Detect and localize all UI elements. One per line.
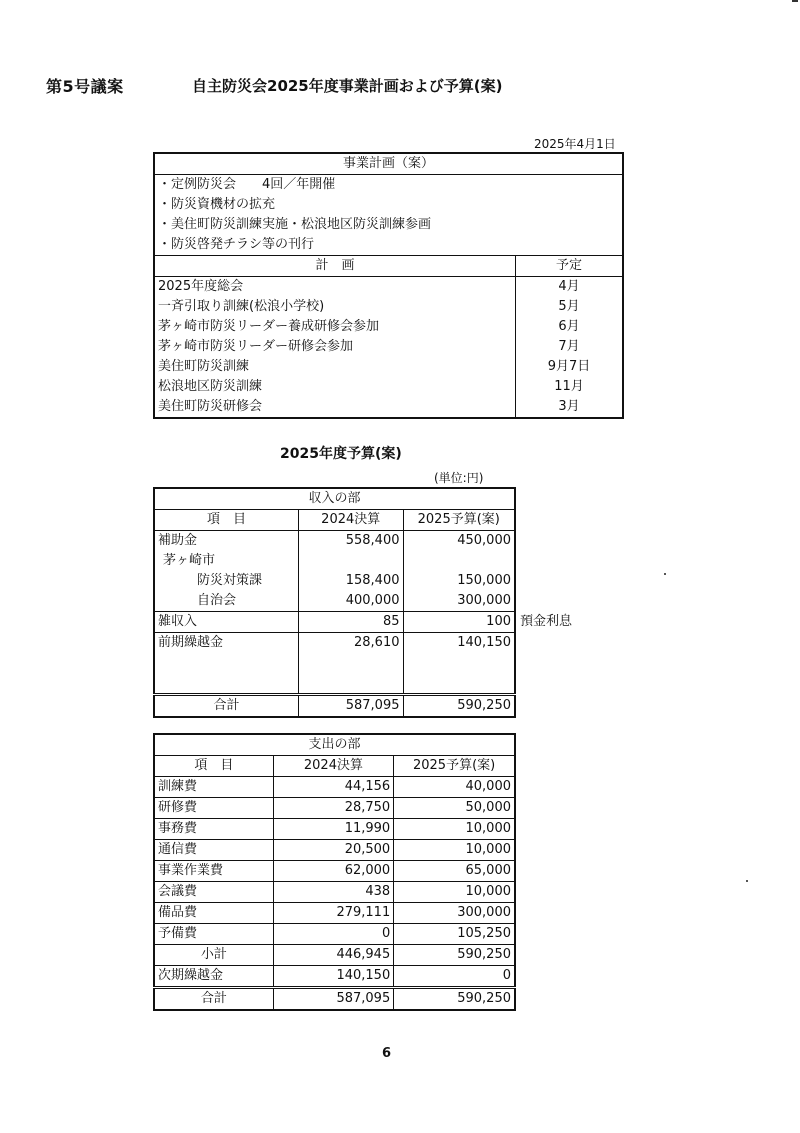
expense-row <box>154 777 515 798</box>
value-2024: 438 <box>273 882 394 903</box>
value-2025: 300,000 <box>403 591 515 612</box>
value-2024: 20,500 <box>273 840 394 861</box>
row-label: 次期繰越金 <box>154 966 273 988</box>
value-2025: 150,000 <box>403 571 515 591</box>
value-2025: 450,000 <box>403 531 515 552</box>
expense-caption: 支出の部 <box>154 734 515 756</box>
expense-table <box>153 733 516 1011</box>
expense-row <box>154 840 515 861</box>
income-blank-row <box>154 673 515 695</box>
schedule-name: 美住町防災訓練 <box>154 357 516 377</box>
col-2025-header: 2025予算(案) <box>403 510 515 531</box>
plan-item <box>154 215 623 235</box>
document-date: 2025年4月1日 <box>534 137 616 151</box>
row-label: 茅ヶ崎市 <box>154 551 298 571</box>
schedule-name: 松浪地区防災訓練 <box>154 377 516 397</box>
row-label: 防災対策課 <box>154 571 298 591</box>
income-blank-row <box>154 653 515 673</box>
row-label: 通信費 <box>154 840 273 861</box>
income-row <box>154 633 515 654</box>
expense-subtotal-row <box>154 945 515 966</box>
schedule-row <box>154 357 623 377</box>
scan-dot <box>664 573 666 575</box>
schedule-when: 4月 <box>516 277 624 298</box>
expense-row <box>154 924 515 945</box>
schedule-name: 美住町防災研修会 <box>154 397 516 418</box>
expense-row <box>154 819 515 840</box>
value-2024: 0 <box>273 924 394 945</box>
value-2025: 0 <box>394 966 515 988</box>
row-label: 研修費 <box>154 798 273 819</box>
income-caption-row <box>154 488 515 510</box>
expense-total-row <box>154 988 515 1011</box>
schedule-row <box>154 277 623 298</box>
plan-item-text: ・美住町防災訓練実施・松浪地区防災訓練参画 <box>154 215 623 235</box>
schedule-row <box>154 377 623 397</box>
value-2025: 105,250 <box>394 924 515 945</box>
col-item-header: 項 目 <box>154 756 273 777</box>
scan-mark <box>792 0 798 2</box>
schedule-when: 3月 <box>516 397 624 418</box>
value-2025: 10,000 <box>394 882 515 903</box>
value-2024: 279,111 <box>273 903 394 924</box>
value-2025: 590,250 <box>394 988 515 1011</box>
value-2024: 28,610 <box>298 633 403 654</box>
row-label: 小計 <box>154 945 273 966</box>
plan-item <box>154 235 623 256</box>
value-2024: 44,156 <box>273 777 394 798</box>
col-schedule-header: 予定 <box>516 256 624 277</box>
plan-item-text: ・防災資機材の拡充 <box>154 195 623 215</box>
unit-label: (単位:円) <box>434 471 484 485</box>
plan-item-text: ・防災啓発チラシ等の刊行 <box>154 235 623 256</box>
value-2025: 300,000 <box>394 903 515 924</box>
value-2025: 590,250 <box>403 695 515 718</box>
value-2024: 140,150 <box>273 966 394 988</box>
value-2024: 62,000 <box>273 861 394 882</box>
schedule-name: 一斉引取り訓練(松浪小学校) <box>154 297 516 317</box>
value-2024: 400,000 <box>298 591 403 612</box>
row-label: 予備費 <box>154 924 273 945</box>
col-plan-header: 計 画 <box>154 256 516 277</box>
interest-note: 預金利息 <box>520 614 573 629</box>
col-2024-header: 2024決算 <box>298 510 403 531</box>
expense-caption-row <box>154 734 515 756</box>
value-2025: 10,000 <box>394 819 515 840</box>
row-label: 事業作業費 <box>154 861 273 882</box>
value-2025: 590,250 <box>394 945 515 966</box>
document-title: 自主防災会2025年度事業計画および予算(案) <box>192 77 503 95</box>
expense-row <box>154 903 515 924</box>
value-2024: 558,400 <box>298 531 403 552</box>
income-row <box>154 531 515 552</box>
expense-row <box>154 882 515 903</box>
schedule-row <box>154 337 623 357</box>
row-label: 合計 <box>154 695 298 718</box>
value-2025: 65,000 <box>394 861 515 882</box>
col-2025-header: 2025予算(案) <box>394 756 515 777</box>
income-table <box>153 487 516 718</box>
value-2024: 28,750 <box>273 798 394 819</box>
income-caption: 収入の部 <box>154 488 515 510</box>
income-total-row <box>154 695 515 718</box>
plan-item <box>154 175 623 196</box>
income-row <box>154 591 515 612</box>
value-2024: 11,990 <box>273 819 394 840</box>
value-2024: 158,400 <box>298 571 403 591</box>
value-2025: 10,000 <box>394 840 515 861</box>
row-label: 合計 <box>154 988 273 1011</box>
budget-title: 2025年度予算(案) <box>280 446 402 462</box>
value-2024: 446,945 <box>273 945 394 966</box>
value-2024: 85 <box>298 612 403 633</box>
plan-table <box>153 152 624 419</box>
income-row <box>154 612 515 633</box>
value-2025: 100 <box>403 612 515 633</box>
col-2024-header: 2024決算 <box>273 756 394 777</box>
income-column-header-row <box>154 510 515 531</box>
expense-column-header-row <box>154 756 515 777</box>
col-item-header: 項 目 <box>154 510 298 531</box>
page-number: 6 <box>382 1046 392 1061</box>
agenda-number: 第5号議案 <box>46 77 124 96</box>
row-label: 前期繰越金 <box>154 633 298 654</box>
row-label: 訓練費 <box>154 777 273 798</box>
plan-title: 事業計画（案） <box>154 153 623 175</box>
plan-item <box>154 195 623 215</box>
row-label: 会議費 <box>154 882 273 903</box>
schedule-when: 9月7日 <box>516 357 624 377</box>
income-row <box>154 571 515 591</box>
schedule-name: 2025年度総会 <box>154 277 516 298</box>
schedule-when: 7月 <box>516 337 624 357</box>
schedule-when: 6月 <box>516 317 624 337</box>
scan-dot <box>746 880 748 882</box>
schedule-row <box>154 397 623 418</box>
row-label: 自治会 <box>154 591 298 612</box>
expense-row <box>154 798 515 819</box>
row-label: 備品費 <box>154 903 273 924</box>
schedule-row <box>154 317 623 337</box>
schedule-header-row <box>154 256 623 277</box>
schedule-when: 11月 <box>516 377 624 397</box>
value-2025: 40,000 <box>394 777 515 798</box>
schedule-row <box>154 297 623 317</box>
value-2025: 140,150 <box>403 633 515 654</box>
plan-item-text: ・定例防災会 4回／年開催 <box>154 175 623 196</box>
plan-title-row <box>154 153 623 175</box>
expense-carry-row <box>154 966 515 988</box>
row-label: 雑収入 <box>154 612 298 633</box>
expense-row <box>154 861 515 882</box>
row-label: 事務費 <box>154 819 273 840</box>
income-row <box>154 551 515 571</box>
value-2024: 587,095 <box>298 695 403 718</box>
schedule-name: 茅ヶ崎市防災リーダー研修会参加 <box>154 337 516 357</box>
schedule-name: 茅ヶ崎市防災リーダー養成研修会参加 <box>154 317 516 337</box>
row-label: 補助金 <box>154 531 298 552</box>
value-2024: 587,095 <box>273 988 394 1011</box>
value-2025: 50,000 <box>394 798 515 819</box>
schedule-when: 5月 <box>516 297 624 317</box>
